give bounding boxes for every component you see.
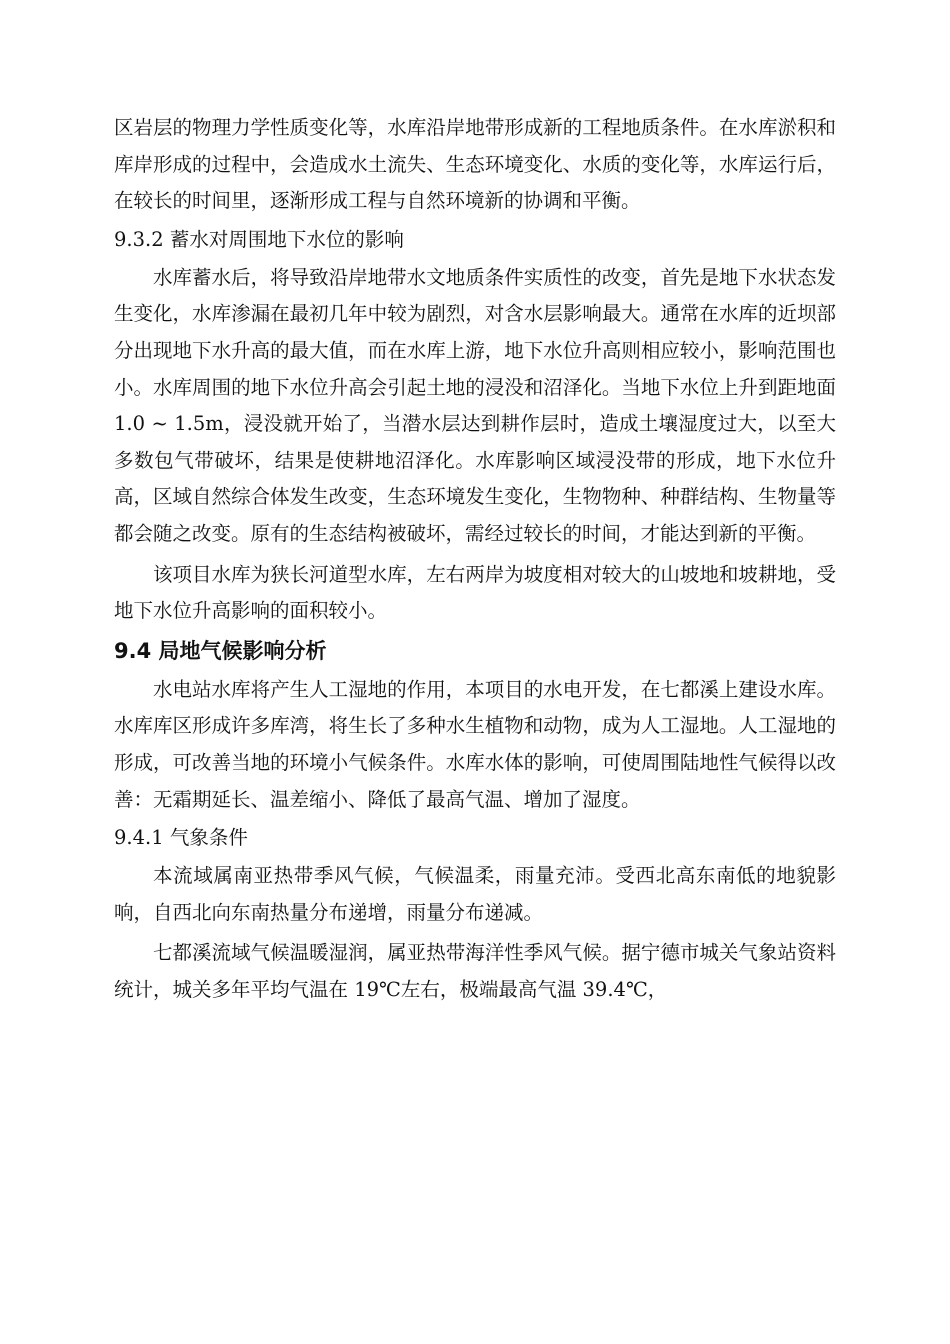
heading-9-4: 9.4 局地气候影响分析 (114, 638, 327, 663)
heading-9-4-1: 9.4.1 气象条件 (114, 826, 248, 850)
paragraph-basin-climate: 本流域属南亚热带季风气候，气候温柔，雨量充沛。受西北高东南低的地貌影响，自西北向东南热量分布递增，雨量分布递减。 (114, 864, 836, 924)
paragraph-groundwater-impact: 水库蓄水后，将导致沿岸地带水文地质条件实质性的改变，首先是地下水状态发生变化，水库渗漏在最初几年中较为剧烈，对含水层影响最大。通常在水库的近坝部分出现地下水升高的最大值，而在水库上游，地下水位升高则相应较小，影响范围也小。水库周围的地下水位升高会引起土地的浸没和沼泽化。当地下水位上升到距地面 1.0 ~ 1.5m，浸没就开始了，当潜水层达到耕作层时，造成土壤湿度过大，以至大多数包气带破坏，结果是使耕地沼泽化。水库影响区域浸没带的形成，地下水位升高，区域自然综合体发生改变，生态环境发生变化，生物物种、种群结构、生物量等都会随之改变。原有的生态结构被破坏，需经过较长的时间，才能达到新的平衡。 (114, 265, 836, 545)
heading-9-3-2: 9.3.2 蓄水对周围地下水位的影响 (114, 227, 404, 251)
paragraph-wetland-effect: 水电站水库将产生人工湿地的作用，本项目的水电开发，在七都溪上建设水库。水库库区形成许多库湾，将生长了多种水生植物和动物，成为人工湿地。人工湿地的形成，可改善当地的环境小气候条件。水库水体的影响，可使周围陆地性气候得以改善：无霜期延长、温差缩小、降低了最高气温、增加了湿度。 (114, 677, 836, 811)
paragraph-project-reservoir: 该项目水库为狭长河道型水库，左右两岸为坡度相对较大的山坡地和坡耕地，受地下水位升高影响的面积较小。 (114, 562, 836, 623)
document-body (114, 110, 836, 1008)
paragraph-qiduxi-climate: 七都溪流域气候温暖湿润，属亚热带海洋性季风气候。据宁德市城关气象站资料统计，城关多年平均气温在 19℃左右，极端最高气温 39.4℃， (114, 941, 836, 1001)
paragraph-reservoir-conditions: 区岩层的物理力学性质变化等，水库沿岸地带形成新的工程地质条件。在水库淤积和库岸形成的过程中，会造成水土流失、生态环境变化、水质的变化等，水库运行后，在较长的时间里，逐渐形成工程与自然环境新的协调和平衡。 (114, 116, 836, 213)
